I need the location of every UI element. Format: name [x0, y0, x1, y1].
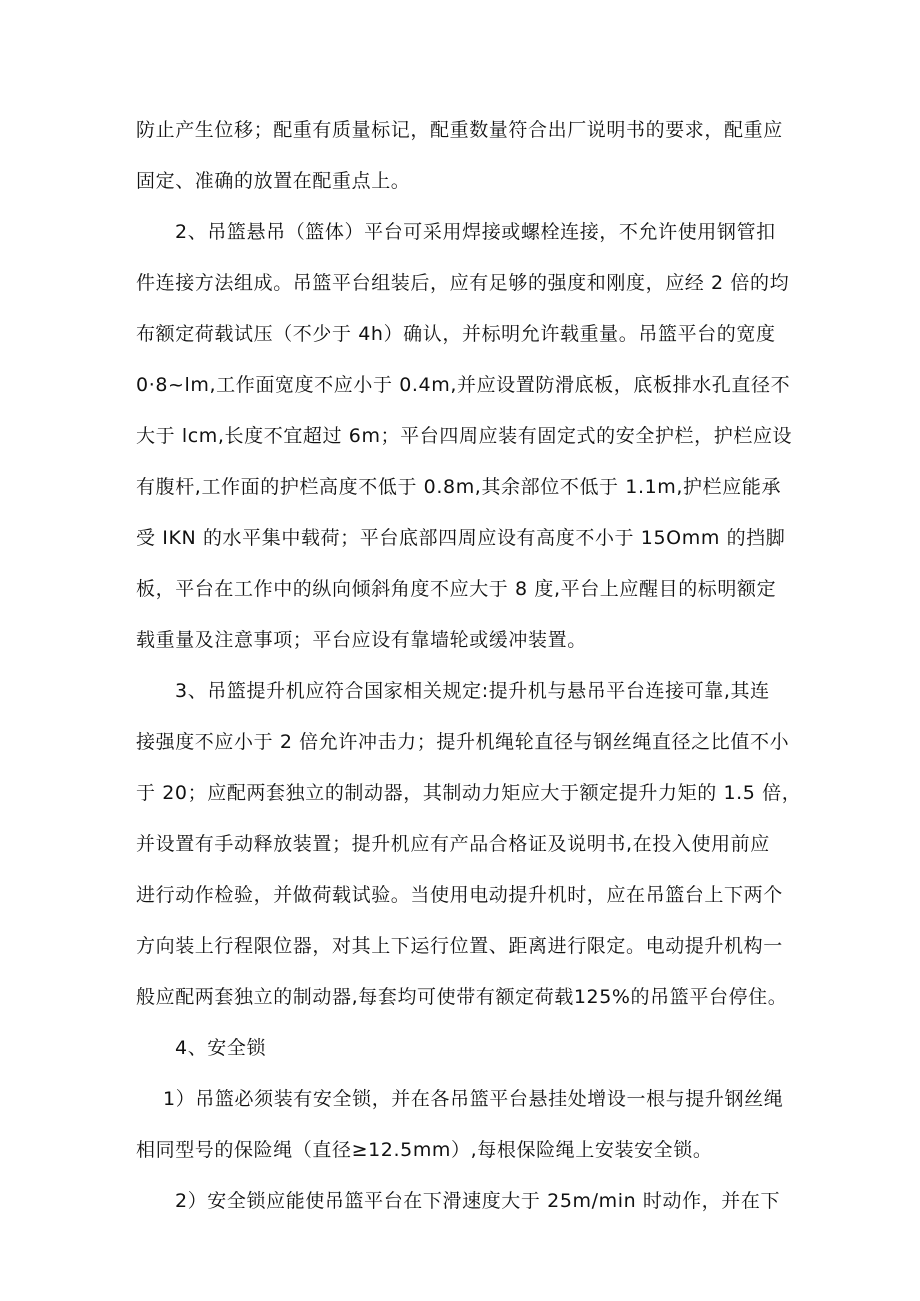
text-line: 防止产生位移；配重有质量标记，配重数量符合出厂说明书的要求，配重应 — [136, 119, 783, 141]
text-line: 进行动作检验，并做荷载试验。当使用电动提升机时，应在吊篮台上下两个 — [136, 884, 783, 906]
section-4-heading: 4、安全锁 — [175, 1037, 267, 1059]
section-3-heading-line: 3、吊篮提升机应符合国家相关规定:提升机与悬吊平台连接可靠,其连 — [175, 680, 770, 702]
text-line: 大于 lcm,长度不宜超过 6m；平台四周应装有固定式的安全护栏，护栏应设 — [136, 425, 793, 447]
text-line: 有腹杆,工作面的护栏高度不低于 0.8m,其余部位不低于 1.1m,护栏应能承 — [136, 476, 782, 498]
text-line: 布额定荷载试压（不少于 4h）确认，并标明允许载重量。吊篮平台的宽度 — [136, 323, 776, 345]
text-line: 并设置有手动释放装置；提升机应有产品合格证及说明书,在投入使用前应 — [136, 833, 770, 855]
text-line: 板，平台在工作中的纵向倾斜角度不应大于 8 度,平台上应醒目的标明额定 — [136, 578, 777, 600]
section-2-heading-line: 2、吊篮悬吊（篮体）平台可采用焊接或螺栓连接，不允许使用钢管扣 — [175, 221, 776, 243]
text-line: 0·8~lm,工作面宽度不应小于 0.4m,并应设置防滑底板，底板排水孔直径不 — [136, 374, 791, 396]
text-line: 件连接方法组成。吊篮平台组装后，应有足够的强度和刚度，应经 2 倍的均 — [136, 272, 790, 294]
text-line: 受 IKN 的水平集中载荷；平台底部四周应设有高度不小于 15Omm 的挡脚 — [136, 527, 786, 549]
text-line: 接强度不应小于 2 倍允许冲击力；提升机绳轮直径与钢丝绳直径之比值不小 — [136, 731, 790, 753]
text-line: 方向装上行程限位器，对其上下运行位置、距离进行限定。电动提升机构一 — [136, 935, 783, 957]
text-line: 般应配两套独立的制动器,每套均可使带有额定荷载125%的吊篮平台停住。 — [136, 986, 788, 1008]
text-line: 相同型号的保险绳（直径≥12.5mm）,每根保险绳上安装安全锁。 — [136, 1139, 713, 1161]
text-line: 于 20；应配两套独立的制动器，其制动力矩应大于额定提升力矩的 1.5 倍， — [136, 782, 802, 804]
item-1-line: 1）吊篮必须装有安全锁，并在各吊篮平台悬挂处增设一根与提升钢丝绳 — [163, 1088, 784, 1110]
text-line: 固定、准确的放置在配重点上。 — [136, 170, 411, 192]
item-2-line: 2）安全锁应能使吊篮平台在下滑速度大于 25m∕min 时动作，并在下 — [175, 1190, 781, 1212]
text-line: 载重量及注意事项；平台应设有靠墙轮或缓冲装置。 — [136, 629, 587, 651]
